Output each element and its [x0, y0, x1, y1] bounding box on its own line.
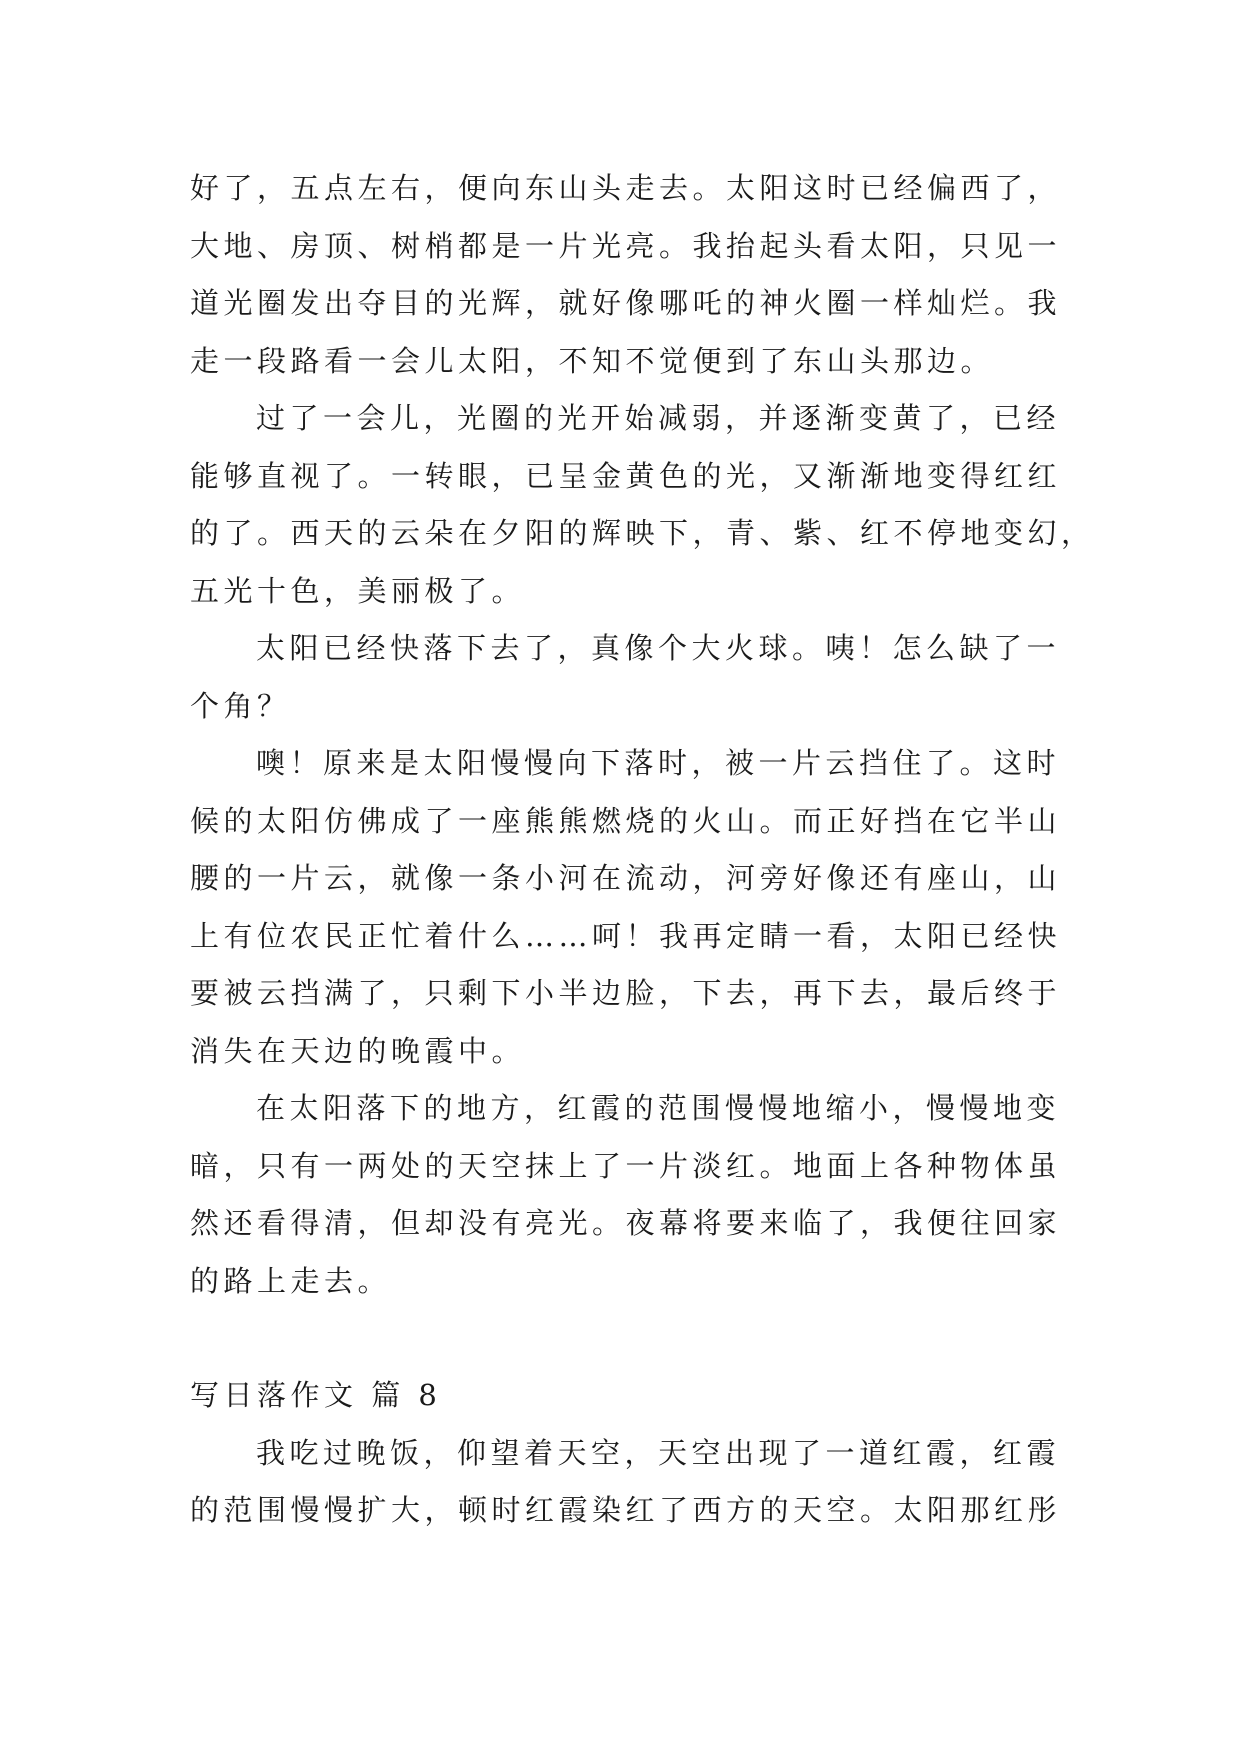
text-line: 能够直视了。一转眼，已呈金黄色的光，又渐渐地变得红红: [190, 458, 1062, 493]
text-line: 大地、房顶、树梢都是一片光亮。我抬起头看太阳，只见一: [190, 228, 1062, 263]
text-line: 消失在天边的晚霞中。: [190, 1033, 526, 1068]
paragraph: [190, 390, 1095, 620]
text-line: 五光十色，美丽极了。: [190, 573, 526, 608]
text-line: 道光圈发出夺目的光辉，就好像哪吒的神火圈一样灿烂。我: [190, 286, 1062, 320]
text-line: 然还看得清，但却没有亮光。夜幕将要来临了，我便往回家: [190, 1206, 1062, 1240]
section-gap: [190, 1310, 1070, 1367]
text-line: 走一段路看一会儿太阳，不知不觉便到了东山头那边。: [190, 343, 995, 378]
text-line: 的范围慢慢扩大，顿时红霞染红了西方的天空。太阳那红彤: [190, 1493, 1062, 1527]
text-line: 好了，五点左右，便向东山头走去。太阳这时已经偏西了，: [190, 171, 1062, 205]
text-line: 太阳已经快落下去了，真像个大火球。咦！怎么缺了一: [256, 631, 1061, 665]
paragraph: [190, 735, 1070, 1080]
paragraph: [190, 1080, 1070, 1310]
text-line: 候的太阳仿佛成了一座熊熊燃烧的火山。而正好挡在它半山: [190, 803, 1062, 838]
text-line: 噢！原来是太阳慢慢向下落时，被一片云挡住了。这时: [256, 746, 1061, 780]
text-line: 要被云挡满了，只剩下小半边脸，下去，再下去，最后终于: [190, 976, 1062, 1010]
text-line: 的了。西天的云朵在夕阳的辉映下，青、紫、红不停地变幻，: [190, 516, 1095, 550]
text-line: 的路上走去。: [190, 1263, 392, 1298]
text-line: 过了一会儿，光圈的光开始减弱，并逐渐变黄了，已经: [256, 401, 1061, 435]
text-line: 在太阳落下的地方，红霞的范围慢慢地缩小，慢慢地变: [256, 1091, 1061, 1125]
document-body: [190, 160, 1095, 1540]
paragraph: [190, 620, 1070, 735]
text-line: 腰的一片云，就像一条小河在流动，河旁好像还有座山，山: [190, 861, 1062, 895]
text-line: 我吃过晚饭，仰望着天空，天空出现了一道红霞，红霞: [256, 1435, 1061, 1470]
paragraph: [190, 1425, 1070, 1540]
text-line: 上有位农民正忙着什么……呵！我再定睛一看，太阳已经快: [190, 918, 1062, 953]
text-line: 个角？: [190, 688, 291, 723]
text-line: 暗，只有一两处的天空抹上了一片淡红。地面上各种物体虽: [190, 1148, 1062, 1183]
paragraph: [190, 160, 1070, 390]
section-title: 写日落作文 篇 8: [190, 1378, 442, 1412]
